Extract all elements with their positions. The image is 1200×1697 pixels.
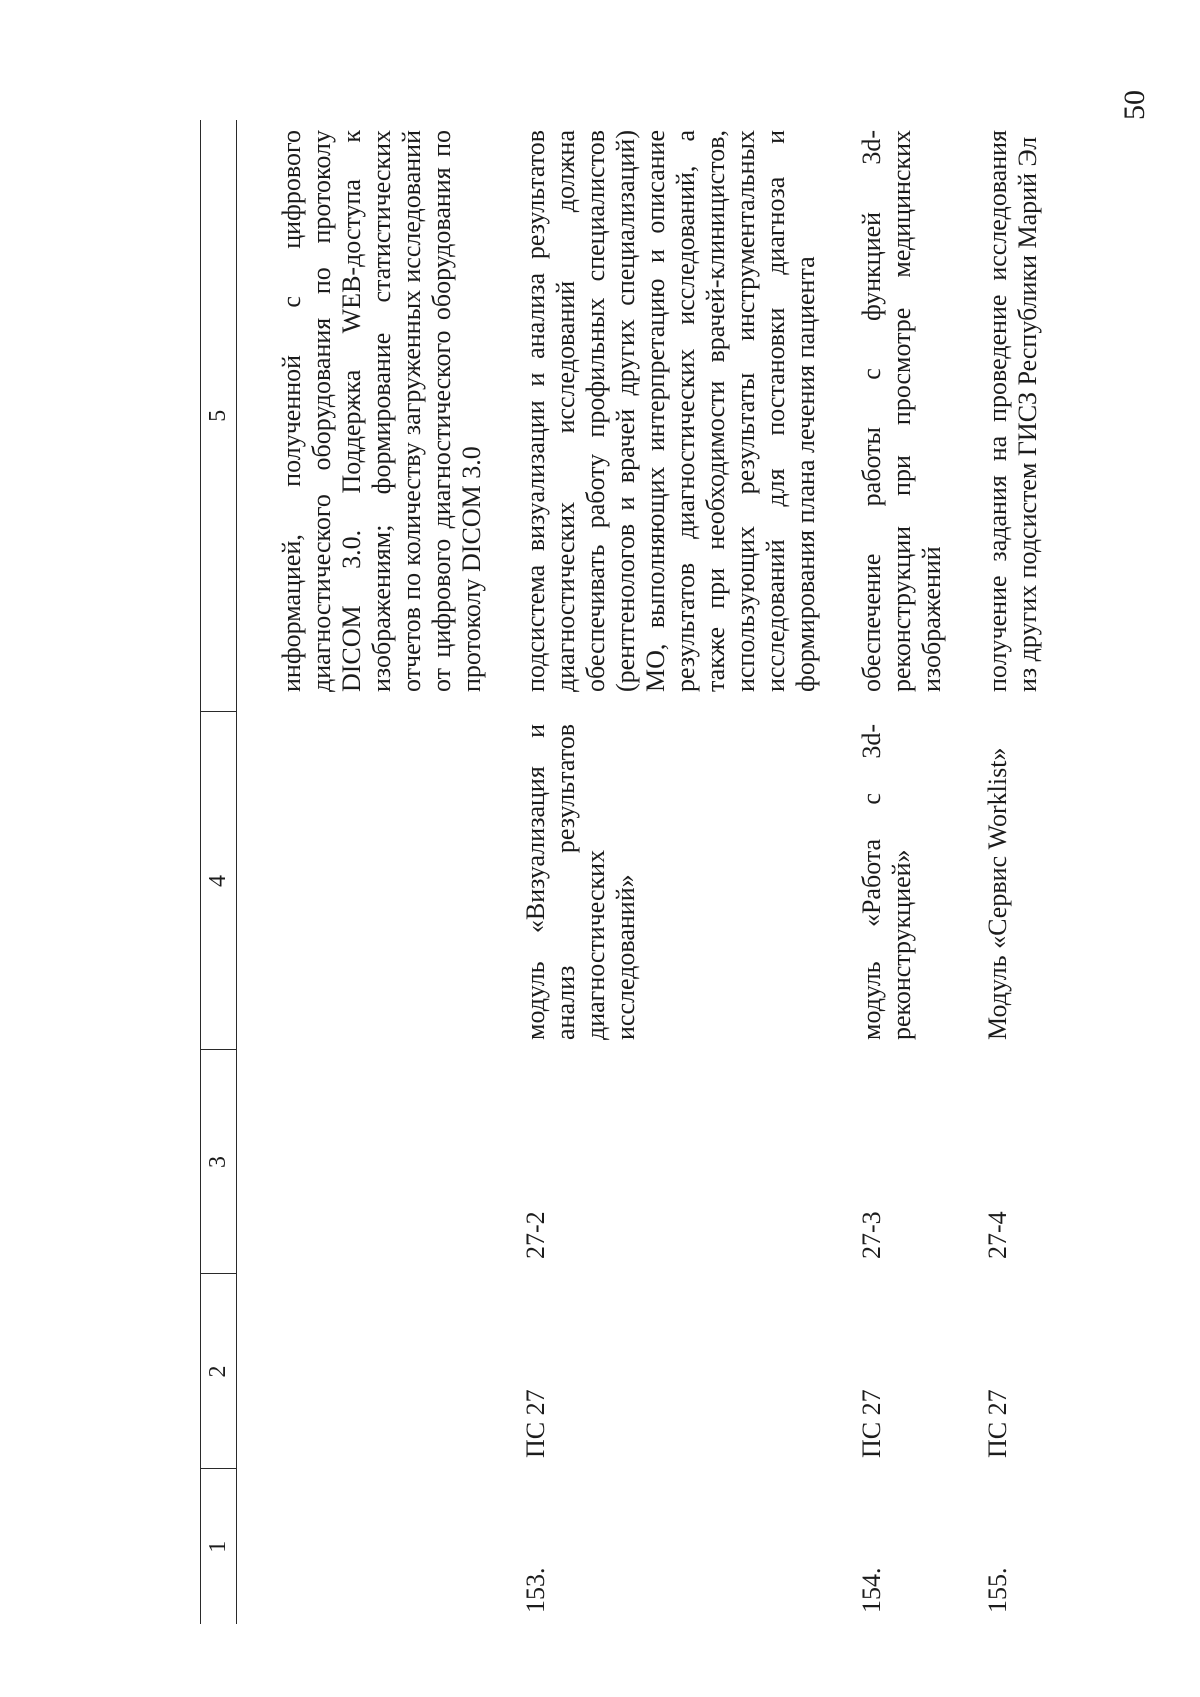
module-description: обеспечение работы с функцией 3d-реконструкции при просмотре медицинских изображений (857, 130, 946, 692)
module-description: получение задания на проведение исследования из других подсистем ГИСЗ Республики Марий Эл (983, 130, 1042, 692)
column-header-3: 3 (201, 1050, 237, 1274)
module-name: Модуль «Сервис Worklist» (983, 747, 1012, 1040)
module-name: модуль «Работа с 3d-реконструкцией» (857, 724, 916, 1040)
column-header-4: 4 (201, 712, 237, 1050)
function-code: 27-4 (983, 1211, 1012, 1259)
subsystem-code: ПС 27 (521, 1389, 550, 1458)
subsystem-code: ПС 27 (857, 1389, 886, 1458)
table-header-row (201, 120, 237, 1624)
function-code: 27-2 (521, 1211, 550, 1259)
page-number: 50 (1118, 90, 1151, 120)
rotated-document-sheet (200, 90, 1200, 1624)
row-number: 154. (857, 1567, 886, 1613)
cell-empty (237, 1050, 516, 1274)
module-name: модуль «Визуализация и анализ результатов диагностических исследований» (521, 724, 640, 1040)
continuation-description: информацией, полученной с цифрового диагностического оборудования по протоколу DICOM 3.0. Поддержка WEB-доступа к изображениям; формирование статистических отчетов по количеству загруженных исследований от цифрового диагностического оборудования по протоколу DICOM 3.0 (277, 130, 486, 692)
table-row (515, 120, 849, 1624)
column-header-5: 5 (201, 120, 237, 712)
cell-empty (237, 1274, 516, 1469)
module-description: подсистема визуализации и анализа результатов диагностических исследований должна обеспечивать работу профильных специалистов (рентгенологов и врачей других специализаций) МО, выполняющих интерпретацию и описание результатов диагностических исследований, а также при необходимости врачей-клиницистов, использующих результаты инструментальных исследований для постановки диагноза и формирования плана лечения пациента (521, 130, 820, 692)
cell-empty (237, 712, 516, 1050)
requirements-table (200, 120, 1043, 1624)
table-row (975, 120, 1043, 1624)
subsystem-code: ПС 27 (983, 1389, 1012, 1458)
cell-empty (237, 1469, 516, 1624)
column-header-2: 2 (201, 1274, 237, 1469)
column-header-1: 1 (201, 1469, 237, 1624)
function-code: 27-3 (857, 1211, 886, 1259)
table-row (849, 120, 975, 1624)
table-row-continuation (237, 120, 516, 1624)
row-number: 153. (521, 1567, 550, 1613)
row-number: 155. (983, 1567, 1012, 1613)
